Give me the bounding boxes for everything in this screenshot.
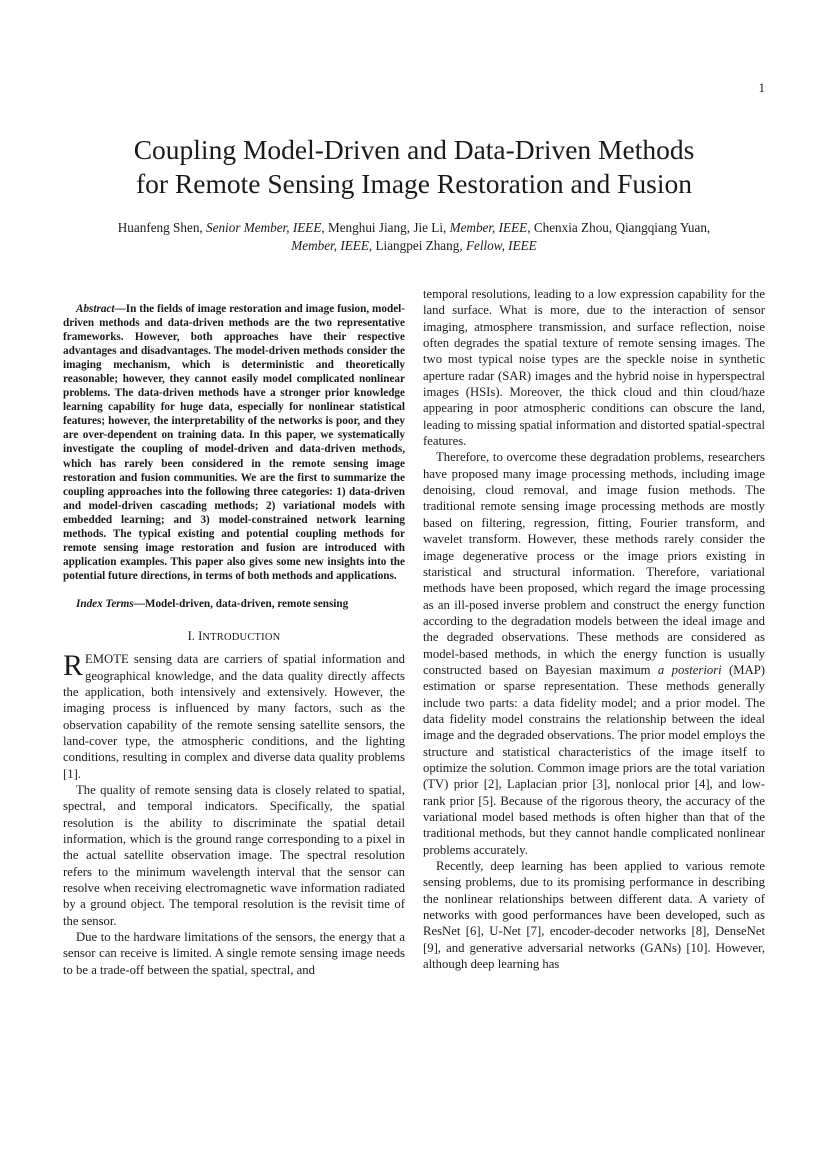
italic-term: a posteriori — [657, 662, 722, 677]
right-paragraph-2 — [423, 449, 765, 858]
intro-paragraph-1 — [63, 651, 405, 782]
author-text: , Liangpei Zhang, — [368, 238, 466, 253]
author-role: Fellow, IEEE — [465, 238, 537, 253]
paragraph-text: Therefore, to overcome these degradation problems, researchers have proposed many image processing methods, including image denoising, cloud removal, and image fusion methods. The traditional remote sensing image processing methods are mostly based on filtering, regression, fitting, Fourier transform, and wavelet transform. However, these methods rarely consider the image degenerative process or the image priors existing in staristical and structural information. Therefore, variational methods have been proposed, which regard the image processing as an ill-posed inverse problem and construct the energy function according to the degradation models between the ideal image and the degraded observations. These methods are considered as model-based methods, in which the energy function is usually constructed based on Bayesian maximum — [423, 450, 765, 677]
section-heading-introduction — [63, 628, 405, 646]
abstract-text: —In the fields of image restoration and image fusion, model-driven methods and data-driven methods are the two representative frameworks. However, both approaches have their respective advantages and disadvantages. The model-driven methods consider the imaging mechanism, which is deterministic and theoretically reasonable; however, they cannot easily model complicated nonlinear problems. The data-driven methods have a stronger prior knowledge learning capability for huge data, especially for nonlinear statistical features; however, the interpretability of the networks is poor, and they are over-dependent on training data. In this paper, we systematically investigate the coupling of model-driven and data-driven methods, which has rarely been considered in the remote sensing image restoration and fusion communities. We are the first to summarize the coupling approaches into the following three categories: 1) data-driven and model-driven cascading methods; 2) variational models with embedded learning; and 3) model-constrained network learning methods. The typical existing and potential coupling methods for remote sensing image restoration and fusion are introduced with application examples. This paper also gives some new insights into the potential future directions, in terms of both methods and applications. — [63, 303, 405, 582]
author-text: , Chenxia Zhou, Qiangqiang Yuan, — [527, 220, 711, 235]
left-column — [63, 302, 405, 978]
section-numeral: I. — [187, 628, 199, 643]
intro-paragraph-2: The quality of remote sensing data is closely related to spatial, spectral, and temporal indicators. Specifically, the spatial resolution is the ability to discriminate the spatial detail information, which is the ground range corresponding to a pixel in the actual satellite observation image. The spectral resolution refers to the minimum wavelength interval that the sensor can resolve when receiving electromagnetic wave information radiated by a ground object. The temporal resolution is the revisit time of the sensor. — [63, 783, 405, 928]
right-paragraph-1: temporal resolutions, leading to a low expression capability for the land surface. What is more, due to the interaction of sensor imaging, atmosphere transmission, and surface reflection, noise often degrades the spatial texture of remote sensing images. The two most typical noise types are the speckle noise in synthetic aperture radar (SAR) images and the hybrid noise in hyperspectral images (HSIs). Moreover, the thick cloud and thin cloud/haze appearing in poor atmospheric conditions can obscure the land, leading to missing spatial information and distorted spatial-spectral features. — [423, 287, 765, 449]
index-terms-text: —Model-driven, data-driven, remote sensing — [133, 597, 349, 610]
drop-cap: R — [63, 649, 84, 683]
author-role: Member, IEEE — [291, 238, 369, 253]
author-role: Member, IEEE — [449, 220, 528, 235]
index-terms-label: Index Terms — [76, 597, 134, 610]
abstract-label: Abstract — [76, 303, 115, 315]
right-column — [423, 286, 765, 972]
title-line-2: for Remote Sensing Image Restoration and Fusion — [135, 168, 693, 199]
right-paragraph-3: Recently, deep learning has been applied to various remote sensing problems, due to its promising performance in describing the nonlinear relationships between different data. A variety of networks with good performances have been developed, such as ResNet [6], U-Net [7], encoder-decoder networks [8], DenseNet [9], and generative adversarial networks (GANs) [10]. However, although deep learning has — [423, 859, 765, 972]
author-list — [100, 219, 728, 255]
paragraph-text: (MAP) estimation or sparse representation. These methods generally include two parts: a data fidelity model; and a prior model. The data fidelity model constrains the relationship between the ideal image and the degraded observations. The prior model employs the structure and statistical characteristics of the image itself to optimize the solution. Common image priors are the total variation (TV) prior [2], Laplacian prior [3], nonlocal prior [4], and low-rank prior [5]. Because of the rigorous theory, the accuracy of the variational model based methods is often higher than that of the traditional methods, but they cannot handle complicated nonlinear problems accurately. — [423, 662, 765, 857]
paper-title — [0, 133, 828, 201]
paragraph-text: EMOTE sensing data are carriers of spatial information and geographical knowledge, and the data quality directly affects the application, both intensively and extensively. However, the imaging process is influenced by many factors, such as the observation capability of the remote sensing satellite sensors, the land-cover type, the atmospheric conditions, and the lighting conditions, resulting in complex and diverse data quality problems [1]. — [63, 652, 405, 781]
section-title-initial: I — [198, 628, 203, 643]
author-role: Senior Member, IEEE — [206, 220, 322, 235]
abstract — [63, 302, 405, 583]
author-text: , Menghui Jiang, Jie Li, — [321, 220, 450, 235]
author-text: Huanfeng Shen, — [117, 220, 207, 235]
intro-paragraph-3: Due to the hardware limitations of the sensors, the energy that a sensor can receive is limited. A single remote sensing image needs to be a trade-off between the spatial, spectral, and — [63, 930, 405, 977]
section-title-rest: NTRODUCTION — [202, 631, 281, 643]
page-number: 1 — [758, 80, 765, 95]
index-terms — [63, 597, 405, 611]
title-line-1: Coupling Model-Driven and Data-Driven Methods — [133, 134, 695, 165]
